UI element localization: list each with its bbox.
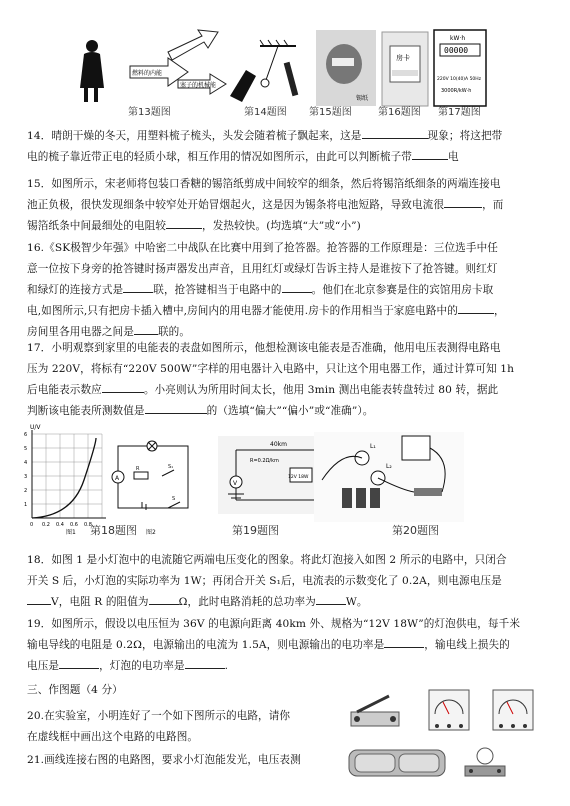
q18-blank-2[interactable] <box>149 592 179 605</box>
q16-line-3c: 。他们在北京参赛是住的宾馆用房卡取 <box>311 284 494 296</box>
top-figures-svg <box>70 8 500 118</box>
q16-blank-3[interactable] <box>458 301 494 314</box>
question-18 <box>27 550 547 613</box>
caption-fig19: 第19题图 <box>232 524 279 537</box>
fig14-drawing <box>260 40 298 96</box>
section-3-title: 三、作图题（4 分） <box>27 684 123 696</box>
fig19-r-text: R=0.2Ω/km <box>250 458 279 464</box>
question-15 <box>27 174 547 237</box>
q19-line-1: 19．如图所示，假设以电压恒为 36V 的电源向距离 40km 外、规格为“12V 18W”的灯泡供电，每千米 <box>27 618 521 630</box>
fig17-unit: kW·h <box>450 35 466 42</box>
q15-line-3b: ，发热较快。(均选填“大”或“小”) <box>202 220 361 232</box>
fig13-comb <box>230 70 256 102</box>
q18-line-3c: W。 <box>345 596 368 608</box>
q15-blank-2[interactable] <box>166 216 202 229</box>
fig15-photo <box>316 30 376 106</box>
q17-blank-2[interactable] <box>145 401 207 414</box>
q14-text-b: 现象；将这把带 <box>427 130 503 142</box>
question-17 <box>27 338 547 422</box>
q16-line-2: 意一位按下身旁的抢答键时扬声器发出声音，且用红灯或绿灯告诉主持人是谁按下了抢答键。则红灯 <box>27 263 498 275</box>
q19-line-3a: 电压是 <box>27 660 60 672</box>
q17-line-3a: 后电能表示数应 <box>27 384 102 396</box>
question-19 <box>27 614 547 677</box>
q16-line-4b: ， <box>493 305 505 317</box>
fig16-sign: 房卡 <box>396 54 410 62</box>
q19-blank-2[interactable] <box>59 656 99 669</box>
fig18-xtick-2: 0.4 <box>56 522 64 528</box>
q17-line-3b: 。小亮则认为所用时间太长，他用 3min 测出电能表转盘转过 80 转，据此 <box>143 384 499 396</box>
fig20-l1-label: L₁ <box>370 443 376 450</box>
q19-line-2b: ，输电线上损失的 <box>424 639 510 651</box>
fig18-xtick-4: 0.8 <box>84 522 92 528</box>
fig19-lamp-rating: 12V 18W <box>288 475 309 480</box>
fig18-ytick-5: 5 <box>24 446 28 452</box>
q16-line-5a: 房间里各用电器之间是 <box>27 326 134 338</box>
top-figure-strip <box>70 8 500 118</box>
q17-line-1: 17．小明观察到家里的电能表的表盘如图所示，他想检测该电能表是否准确，他用电压表测得电路电 <box>27 342 501 354</box>
q15-line-3a: 锡箔纸条中间最细处的电阻较 <box>27 220 167 232</box>
q14-text-c: 电的梳子靠近带正电的轻质小球，相互作用的情况如图所示，由此可以判断梳子带 <box>27 151 412 163</box>
fig17-digits: 00000 <box>444 46 469 55</box>
fig18-label-1: 图1 <box>66 529 76 536</box>
q16-line-5b: 联的。 <box>157 326 191 338</box>
fig18-ytick-6: 6 <box>24 432 28 438</box>
q19-blank-1[interactable] <box>384 635 424 648</box>
q15-line-1: 15．如图所示，宋老师将包装口香糖的锡箔纸剪成中间较窄的细条，然后将锡箔纸细条的两端连接电 <box>27 178 501 190</box>
fig13-drawing <box>80 30 226 102</box>
q19-line-2a: 输电导线的电阻是 0.2Ω，电源输出的电流为 1.5A，则电源输出的电功率是 <box>27 639 385 651</box>
q16-line-3a: 和绿灯的连接方式是 <box>27 284 124 296</box>
fig15-label: 锡纸 <box>356 95 369 102</box>
fig19-dist-label: 40km <box>270 441 287 448</box>
meter-2 <box>493 690 533 730</box>
question-20 <box>27 706 327 748</box>
fig17-constant: 3000R/kW·h <box>441 88 472 94</box>
q18-line-1: 18．如图 1 是小灯泡中的电流随它两端电压变化的图象。将此灯泡接入如图 2 所示的电路中，只闭合 <box>27 554 507 566</box>
q20-line-2: 在虚线框中画出这个电路的电路图。 <box>27 731 199 743</box>
fig18-graph <box>24 424 106 536</box>
q14-text-a: 14．晴朗干燥的冬天，用塑料梳子梳头，头发会随着梳子飘起来，这是 <box>27 130 362 142</box>
fig18-s-label: S <box>172 496 176 502</box>
fig20-l2-label: L₂ <box>386 463 392 470</box>
fig18-ammeter-label: A <box>115 475 120 482</box>
question-14 <box>27 126 547 168</box>
fig17-meter <box>434 30 486 106</box>
q18-line-3a: V，电阻 R 的阻值为 <box>51 596 149 608</box>
q16-line-1: 16.《SK极智少年强》中哈密二中战队在比赛中用到了抢答器。抢答器的工作原理是：三位选手中任 <box>27 242 498 254</box>
knife-switch <box>351 696 399 726</box>
caption-fig14: 第14题图 <box>244 107 287 118</box>
q15-line-2a: 池正负极，很快发现细条中较窄处开始冒烟起火，这是因为锡条将电池短路，导致电流很 <box>27 199 445 211</box>
q19-line-3b: ，灯泡的电功率是 <box>99 660 185 672</box>
q15-blank-1[interactable] <box>444 195 482 208</box>
fig19-voltmeter-label: V <box>233 480 238 487</box>
fig18-ytick-2: 2 <box>24 488 28 494</box>
q16-line-3b: 联，抢答键相当于电路中的 <box>153 284 282 296</box>
fig18-ytick-1: 1 <box>24 502 28 508</box>
caption-fig15: 第15题图 <box>309 107 352 118</box>
q18-blank-1[interactable] <box>27 592 51 605</box>
fig13-arrow-text-1: 燃料的内能 <box>132 70 163 77</box>
q17-line-4b: 的（选填“偏大”“偏小”或“准确”）。 <box>206 405 374 417</box>
battery-holder <box>349 750 445 776</box>
fig18-xtick-3: 0.6 <box>70 522 78 528</box>
fig18-s1-label: S₁ <box>168 464 174 470</box>
meter-1 <box>429 690 469 730</box>
mid-figure-strip <box>22 420 552 538</box>
q14-text-d: 电 <box>447 151 459 163</box>
fig18-label-2: 图2 <box>146 529 156 536</box>
fig18-r-label: R <box>136 466 140 472</box>
q16-blank-2[interactable] <box>282 280 312 293</box>
q18-line-3b: Ω，此时电路消耗的总功率为 <box>178 596 316 608</box>
q19-line-3c: . <box>224 660 229 672</box>
bulb-holder <box>465 748 505 776</box>
q17-blank-1[interactable] <box>102 380 144 393</box>
q18-blank-3[interactable] <box>316 592 346 605</box>
question-16 <box>27 238 547 343</box>
q14-blank-2[interactable] <box>412 147 448 160</box>
q19-blank-3[interactable] <box>185 656 225 669</box>
fig13-arrow-text-2: 塞子的机械能 <box>180 82 217 89</box>
caption-fig16: 第16题图 <box>378 107 421 118</box>
caption-fig17: 第17题图 <box>438 107 481 118</box>
q14-blank-1[interactable] <box>362 126 428 139</box>
fig17-rating: 220V 10(40)A 50Hz <box>437 77 482 82</box>
q20-21-figure-svg <box>345 684 545 796</box>
fig18-curve <box>32 438 96 518</box>
fig18-ytick-3: 3 <box>24 474 28 480</box>
caption-fig13: 第13题图 <box>128 107 171 118</box>
q20-line-1: 20.在实验室，小明连好了一个如下图所示的电路，请你 <box>27 710 291 722</box>
q16-blank-4[interactable] <box>134 322 158 335</box>
q20-21-figure <box>345 684 545 796</box>
fig18-y-axis-label: U/V <box>30 424 41 431</box>
q17-line-4a: 判断该电能表所测数值是 <box>27 405 145 417</box>
caption-fig18: 第18题图 <box>90 524 137 537</box>
q17-line-2: 压为 220V，将标有“220V 500W”字样的用电器计入电路中，只让这个用电器工作，通过计算可知 1h <box>27 363 515 375</box>
question-21 <box>27 750 327 771</box>
fig18-xtick-0: 0 <box>30 522 34 528</box>
fig16-photo <box>382 32 428 106</box>
q18-line-2: 开关 S 后，小灯泡的实际功率为 1W；再闭合开关 S₁后，电流表的示数变化了 0.2A，则电源电压是 <box>27 575 502 587</box>
q16-blank-1[interactable] <box>123 280 153 293</box>
mid-figures-svg <box>22 420 552 538</box>
fig18-ytick-4: 4 <box>24 460 28 466</box>
q15-line-2b: ，而 <box>482 199 504 211</box>
caption-fig20: 第20题图 <box>392 524 439 537</box>
q21-line-1: 21.画线连接右图的电路图，要求小灯泡能发光，电压表测 <box>27 754 301 766</box>
q16-line-4a: 电,如图所示,只有把房卡插入槽中,房间内的用电器才能使用.房卡的作用相当于家庭电路中的 <box>27 305 458 317</box>
fig18-xtick-1: 0.2 <box>42 522 50 528</box>
fig20-photo <box>314 432 464 522</box>
